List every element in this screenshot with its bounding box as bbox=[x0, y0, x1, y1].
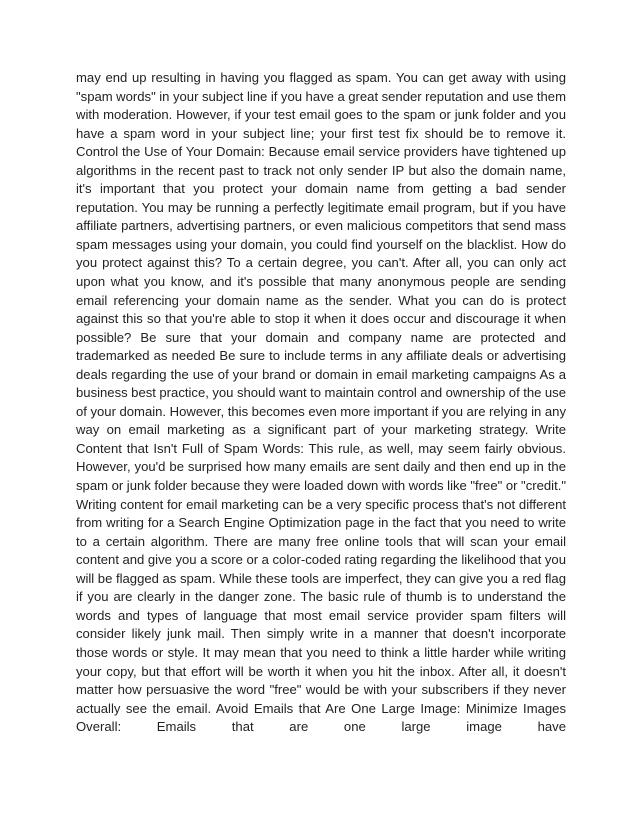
body-text: may end up resulting in having you flagged as spam. You can get away with using "spam words" in your subject line if you have a great sender reputation and use them with moderation. However, if your test email goes to the spam or junk folder and you have a spam word in your subject line; your first test fix should be to remove it. Control the Use of Your Domain: Because email service providers have tightened up algorithms in the recent past to track not only sender IP but also the domain name, it's important that you protect your domain name from getting a bad sender reputation. You may be running a perfectly legitimate email program, but if you have affiliate partners, advertising partners, or even malicious competitors that send mass spam messages using your domain, you could find yourself on the blacklist. How do you protect against this? To a certain degree, you can't. After all, you can only act upon what you know, and it's possible that many anonymous people are sending email referencing your domain name as the sender. What you can do is protect against this so that you're able to stop it when it does occur and discourage it when possible? Be sure that your domain and company name are protected and trademarked as needed Be sure to include terms in any affiliate deals or advertising deals regarding the use of your brand or domain in email marketing campaigns As a business best practice, you should want to maintain control and ownership of the use of your domain. However, this becomes even more important if you are relying in any way on email marketing as a significant part of your marketing strategy. Write Content that Isn't Full of Spam Words: This rule, as well, may seem fairly obvious. However, you'd be surprised how many emails are sent daily and then end up in the spam or junk folder because they were loaded down with words like "free" or "credit." Writing content for email marketing can be a very specific process that's not different from writing for a Search Engine Optimization page in the fact that you need to write to a certain algorithm. There are many free online tools that will scan your email content and give you a score or a color-coded rating regarding the likelihood that you will be flagged as spam. While these tools are imperfect, they can give you a red flag if you are clearly in the danger zone. The basic rule of thumb is to understand the words and types of language that most email service provider spam filters will consider likely junk mail. Then simply write in a manner that doesn't incorporate those words or style. It may mean that you need to think a little harder while writing your copy, but that effort will be worth it when you hit the inbox. After all, it doesn't matter how persuasive the word "free" would be with your subscribers if they never actually see the email. Avoid Emails that Are One Large Image: Minimize Images Overall: Emails that are one large image have bbox=[76, 70, 566, 735]
